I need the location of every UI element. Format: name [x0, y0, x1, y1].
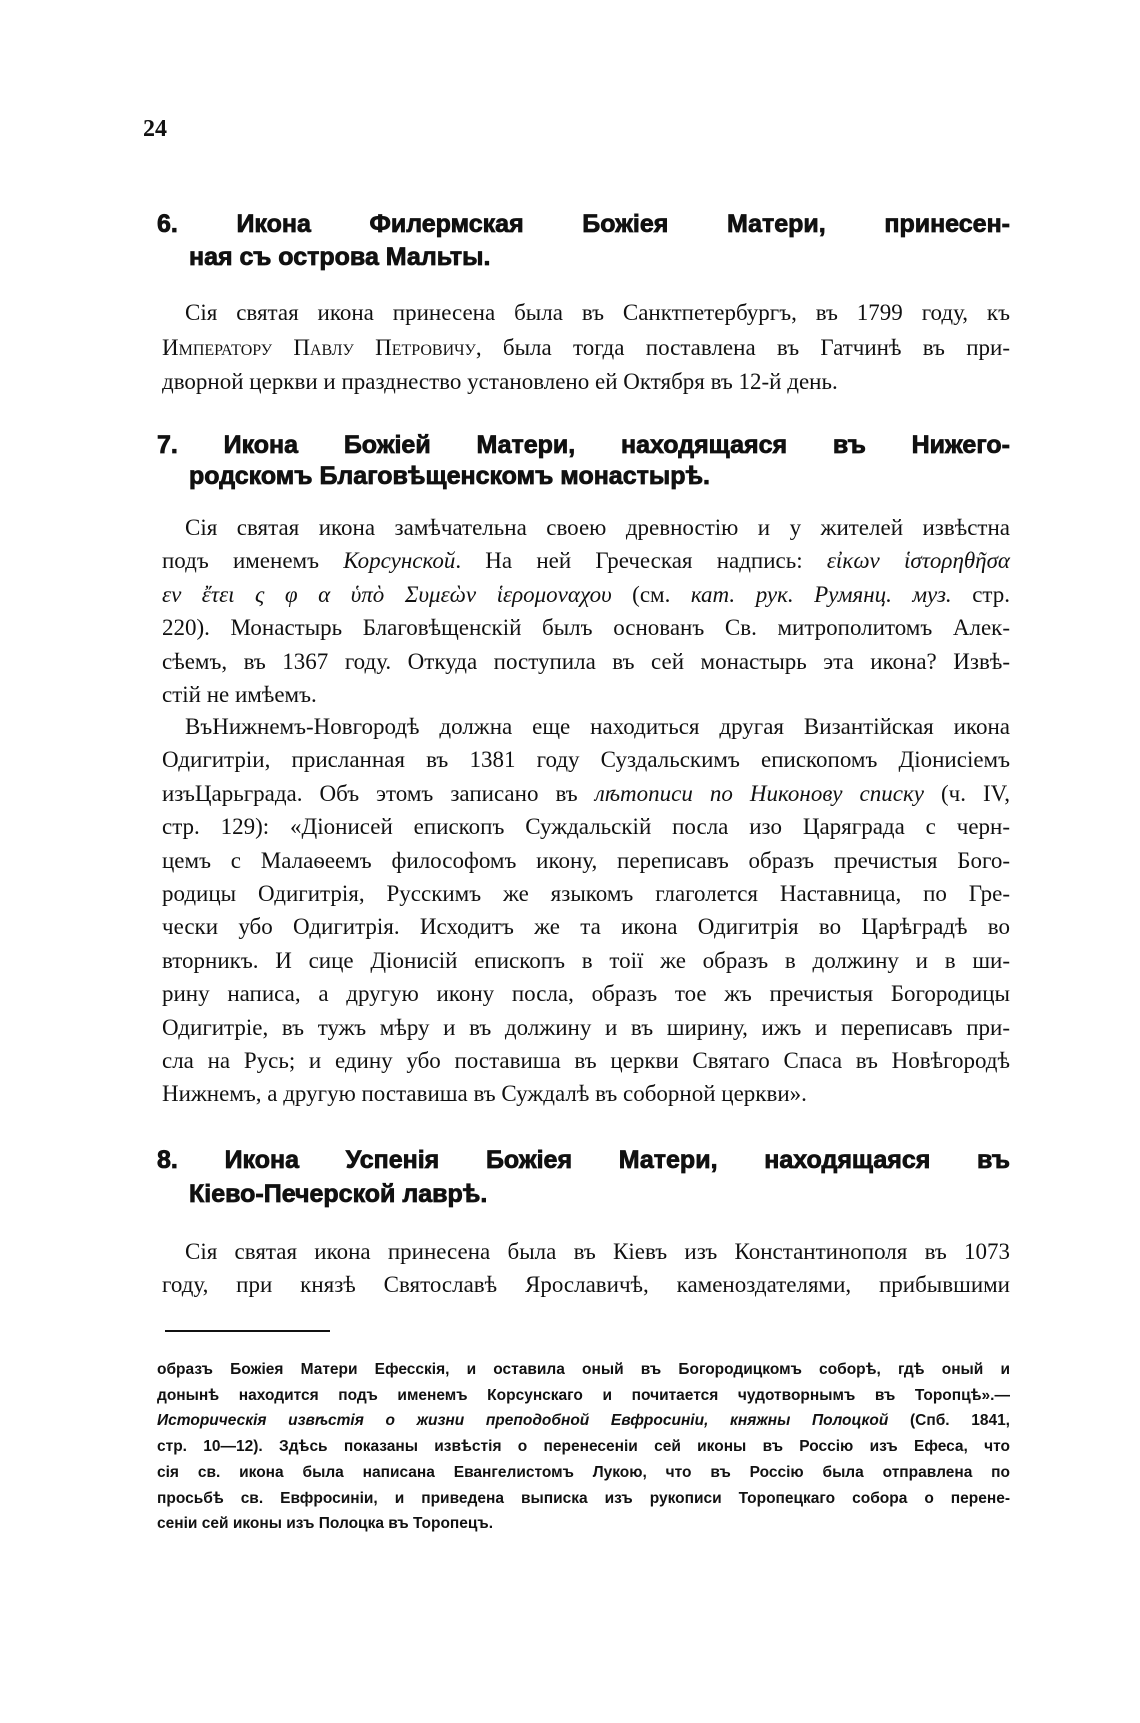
text-segment: образъ Божіея Матери Ефесскія, и оставила оный въ Богородицкомъ соборѣ, гдѣ оный и: [157, 1361, 1010, 1378]
text-segment: (ч. IV,: [923, 780, 1011, 806]
text-line: [157, 645, 1010, 678]
text-segment: донынѣ находится подъ именемъ Корсунскаго и почитается чудотворнымъ въ Торопцѣ».—: [157, 1386, 1010, 1404]
text-segment: Сія святая икона принесена была въ Санктпетербургъ, въ 1799 году, къ: [185, 300, 1010, 325]
heading-line: ная съ острова Мальты.: [189, 243, 491, 271]
italic-text: кат. рук. Румянц. муз.: [690, 581, 952, 607]
text-segment: вторникъ. И сице Діонисій епископъ в тоії же образъ в должину и в ши-: [162, 947, 1010, 973]
text-segment: стр. 129): «Діонисей епископъ Суждальскій посла изо Царяграда с черн-: [162, 814, 1010, 840]
page-number: 24: [143, 116, 167, 142]
text-segment: сѣемъ, въ 1367 году. Откуда поступила въ сей монастырь эта икона? Извѣ-: [162, 648, 1010, 674]
italic-text: Корсунской: [343, 548, 456, 574]
text-segment: Сія святая икона принесена была въ Кіевъ изъ Константинополя въ 1073: [185, 1239, 1010, 1264]
text-segment: стр.: [951, 581, 1010, 607]
text-segment: Императору Павлу Петровичу: [162, 334, 476, 360]
text-segment: рину написа, а другую икону посла, образъ тое жъ пречистыя Богородицы: [162, 981, 1010, 1007]
text-line: [157, 810, 1010, 843]
text-segment: (Спб. 1841,: [888, 1412, 1010, 1430]
text-line: [157, 1460, 1010, 1486]
text-segment: стій не имѣемъ.: [162, 682, 317, 708]
heading-line: 8. Икона Успенія Божіея Матери, находящаяся въ: [157, 1146, 1010, 1174]
text-line: [157, 1235, 1010, 1268]
text-segment: сія св. икона была написана Евангелистомъ Лукою, что въ Россію была отправлена по: [157, 1463, 1010, 1481]
text-line: [157, 578, 1010, 611]
text-segment: сеніи сей иконы изъ Полоцка въ Торопецъ.: [157, 1515, 494, 1533]
text-segment: ВъНижнемъ-Новгородѣ должна еще находиться другая Византійская икона: [185, 714, 1010, 739]
section-7-paragraph-1: [157, 511, 1010, 711]
text-segment: родицы Одигитрія, Русскимъ же языкомъ глаголется Наставница, по Гре-: [162, 881, 1010, 907]
text-line: [157, 1486, 1010, 1512]
text-line: [157, 1434, 1010, 1460]
text-segment: просьбѣ св. Евфросиніи, и приведена выписка изъ рукописи Торопецкаго собора о перене-: [157, 1489, 1010, 1507]
text-line: [157, 1044, 1010, 1077]
heading-line: родскомъ Благовѣщенскомъ монастырѣ.: [189, 462, 710, 490]
text-line: [157, 944, 1010, 977]
italic-text: εν ἔτει ς φ α ὑπὸ Συμεὼν ἱερομοναχου: [162, 581, 612, 607]
text-line: [157, 365, 1010, 400]
text-segment: (см.: [611, 581, 691, 607]
text-line: [157, 331, 1010, 366]
text-line: [157, 296, 1010, 331]
heading-line: Кіево-Печерской лаврѣ.: [189, 1180, 488, 1208]
italic-text: εἰκων ἱστορηθῆσα: [826, 548, 1011, 574]
text-line: [157, 743, 1010, 776]
footnote: [157, 1357, 1010, 1537]
text-line: [157, 710, 1010, 743]
text-segment: году, при князѣ Святославѣ Ярославичѣ, каменоздателями, прибывшими: [162, 1272, 1010, 1298]
text-line: [157, 1011, 1010, 1044]
section-8-paragraph: [157, 1235, 1010, 1302]
section-6-paragraph: [157, 296, 1010, 400]
text-line: [157, 544, 1010, 577]
text-segment: Сія святая икона замѣчательна своею древностію и у жителей извѣстна: [185, 515, 1010, 540]
text-segment: Одигитріе, въ тужъ мѣру и въ должину и въ ширину, ижъ и переписавъ при-: [162, 1014, 1010, 1040]
text-line: [157, 511, 1010, 544]
text-line: [157, 1408, 1010, 1434]
section-7-heading: [157, 430, 1010, 492]
text-line: [157, 844, 1010, 877]
text-segment: сла на Русь; и едину убо поставиша въ церкви Святаго Спаса въ Новѣгородѣ: [162, 1048, 1010, 1074]
text-line: [157, 678, 1010, 711]
text-segment: Нижнемъ, а другую поставиша въ Суждалѣ въ соборной церкви».: [162, 1081, 807, 1107]
text-segment: подъ именемъ: [162, 548, 344, 574]
text-line: [157, 1383, 1010, 1409]
text-line: [157, 910, 1010, 943]
heading-line: 6. Икона Филермская Божіея Матери, принесен-: [157, 210, 1010, 238]
text-line: [157, 1268, 1010, 1301]
section-6-heading: [157, 208, 1010, 274]
text-segment: , была тогда поставлена въ Гатчинѣ въ при-: [475, 334, 1010, 360]
text-segment: . На ней Греческая надпись:: [455, 548, 827, 574]
text-segment: стр. 10—12). Здѣсь показаны извѣстія о перенесеніи сей иконы въ Россію изъ Ефеса, что: [157, 1438, 1010, 1456]
text-line: [157, 977, 1010, 1010]
text-line: [157, 777, 1010, 810]
text-line: [157, 1077, 1010, 1110]
text-line: [157, 877, 1010, 910]
text-segment: чески убо Одигитрія. Исходитъ же та икона Одигитрія во Царѣградѣ во: [162, 914, 1010, 940]
text-segment: дворной церкви и празднество установлено ей Октября въ 12-й день.: [162, 369, 838, 394]
section-7-paragraph-2: [157, 710, 1010, 1111]
text-segment: цемъ с Малаѳеемъ философомъ икону, переписавъ образъ пречистыя Бого-: [162, 847, 1010, 873]
footnote-divider: [165, 1330, 330, 1332]
text-segment: 220). Монастырь Благовѣщенскій былъ основанъ Св. митрополитомъ Алек-: [162, 615, 1010, 641]
heading-line: 7. Икона Божіей Матери, находящаяся въ Нижего-: [157, 431, 1010, 459]
text-line: [157, 1511, 1010, 1537]
text-line: [157, 611, 1010, 644]
italic-text: Историческія извѣстія о жизни преподобной Евфросиніи, княжны Полоцкой: [157, 1412, 889, 1430]
italic-text: лѣтописи по Никонову списку: [594, 780, 924, 806]
text-segment: Одигитріи, присланная въ 1381 году Суздальскимъ епископомъ Діонисіемъ: [162, 747, 1010, 773]
text-segment: изъЦарьграда. Объ этомъ записано въ: [162, 780, 595, 806]
text-line: [157, 1357, 1010, 1383]
section-8-heading: [157, 1143, 1010, 1211]
